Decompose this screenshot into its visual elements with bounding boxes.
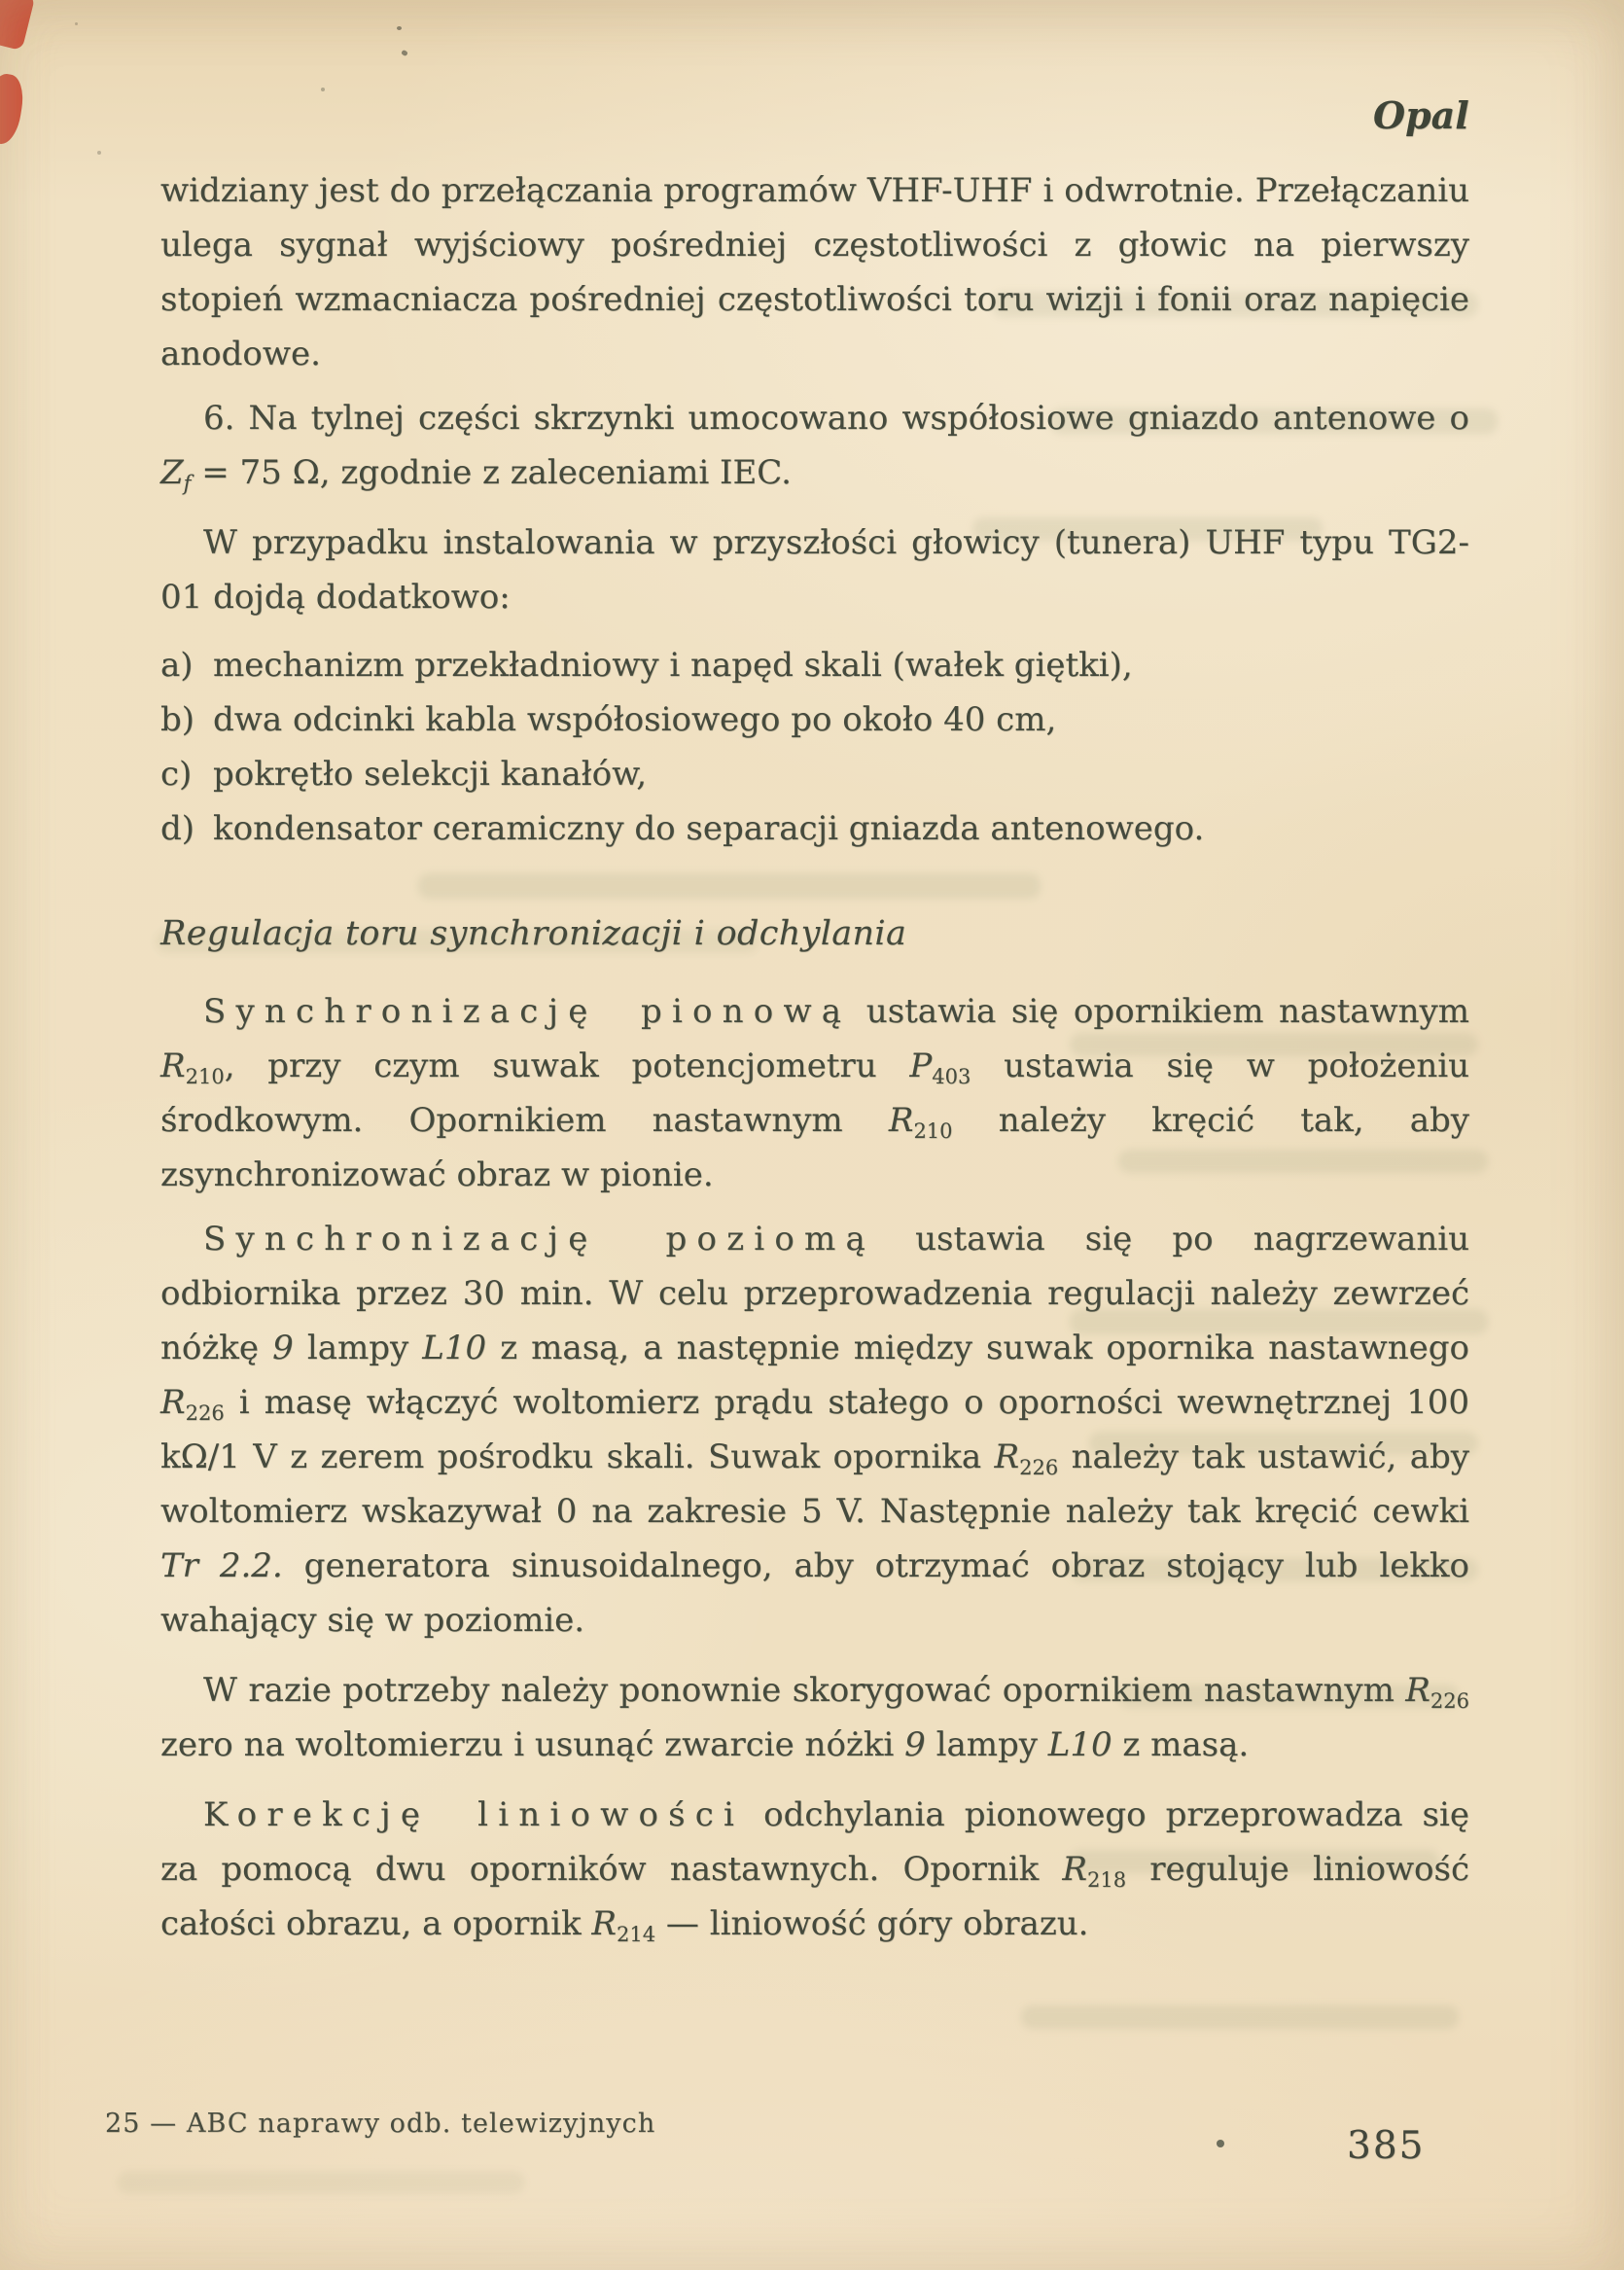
dust-speck (321, 88, 325, 91)
dust-speck (97, 151, 101, 155)
list-item (160, 747, 1469, 801)
paragraph-linearity: Korekcję liniowości odchylania pionowego przeprowadza się za pomocą dwu oporników nastawnych. Opornik $R_{218}$ reguluje liniowość całości obrazu, a opornik $R_{214}$ — liniowość góry obrazu. (160, 1795, 1470, 1946)
list-item (160, 692, 1469, 747)
dust-speck (75, 22, 78, 25)
list-item-label: c) (160, 755, 193, 794)
list-item-label: a) (160, 646, 194, 685)
dust-speck (397, 26, 402, 30)
list-item (160, 638, 1469, 692)
list-item (160, 801, 1469, 856)
running-head: Opal (1373, 93, 1469, 137)
red-pen-mark (0, 72, 26, 147)
bleed-through-smudge (117, 2171, 525, 2194)
page-body (160, 163, 1469, 1951)
ink-dot (1217, 2140, 1224, 2147)
list-item-text: mechanizm przekładniowy i napęd skali (wałek giętki), (213, 646, 1133, 685)
list-item-label: b) (160, 700, 195, 739)
footer-note: 25 — ABC naprawy odb. telewizyjnych (105, 2109, 656, 2139)
paragraph-horizontal-sync: Synchronizację poziomą ustawia się po nagrzewaniu odbiornika przez 30 min. W celu przeprowadzenia regulacji należy zewrzeć nóżkę 9 lampy L10 z masą, a następnie między suwak opornika nastawnego $R_{226}$ i masę włączyć woltomierz prądu stałego o oporności wewnętrznej 100 kΩ/1 V z zerem pośrodku skali. Suwak opornika $R_{226}$ należy tak ustawić, aby woltomierz wskazywał 0 na zakresie 5 V. Następnie należy tak kręcić cewki Tr 2.2. generatora sinusoidalnego, aby otrzymać obraz stojący lub lekko wahający się w poziomie. (160, 1220, 1469, 1640)
paragraph-intro: widziany jest do przełączania programów VHF-UHF i odwrotnie. Przełączaniu ulega sygnał wyjściowy pośredniej częstotliwości z głowic na pierwszy stopień wzmacniacza pośredniej częstotliwości toru wizji i fonii oraz napięcie anodowe. (160, 171, 1469, 373)
list-item-text: dwa odcinki kabla współosiowego po około 40 cm, (213, 700, 1057, 739)
paragraph-vertical-sync: Synchronizację pionową ustawia się opornikiem nastawnym $R_{210}$, przy czym suwak potencjometru $P_{403}$ ustawia się w położeniu środkowym. Opornikiem nastawnym $R_{210}$ należy kręcić tak, aby zsynchronizować obraz w pionie. (160, 992, 1469, 1194)
section-heading: Regulacja toru synchronizacji i odchylania (160, 914, 907, 953)
dust-speck (401, 50, 408, 56)
paragraph-recheck: W razie potrzeby należy ponownie skorygować opornikiem nastawnym $R_{226}$ zero na woltomierzu i usunąć zwarcie nóżki 9 lampy L10 z masą. (160, 1671, 1469, 1764)
paragraph-uhf-tuner: W przypadku instalowania w przyszłości głowicy (tunera) UHF typu TG2-01 dojdą dodatkowo: (160, 523, 1469, 617)
red-pen-mark (0, 0, 35, 51)
list-item-text: kondensator ceramiczny do separacji gniazda antenowego. (213, 809, 1205, 848)
list-item-text: pokrętło selekcji kanałów, (213, 755, 648, 794)
accessories-list (160, 638, 1469, 856)
paragraph-antenna-socket: 6. Na tylnej części skrzynki umocowano współosiowe gniazdo antenowe o $Z_f = 75$ Ω, zgodnie z zaleceniami IEC. (160, 399, 1469, 495)
list-item-label: d) (160, 809, 195, 848)
page-number: 385 (1347, 2124, 1426, 2168)
bleed-through-smudge (1021, 2005, 1459, 2029)
